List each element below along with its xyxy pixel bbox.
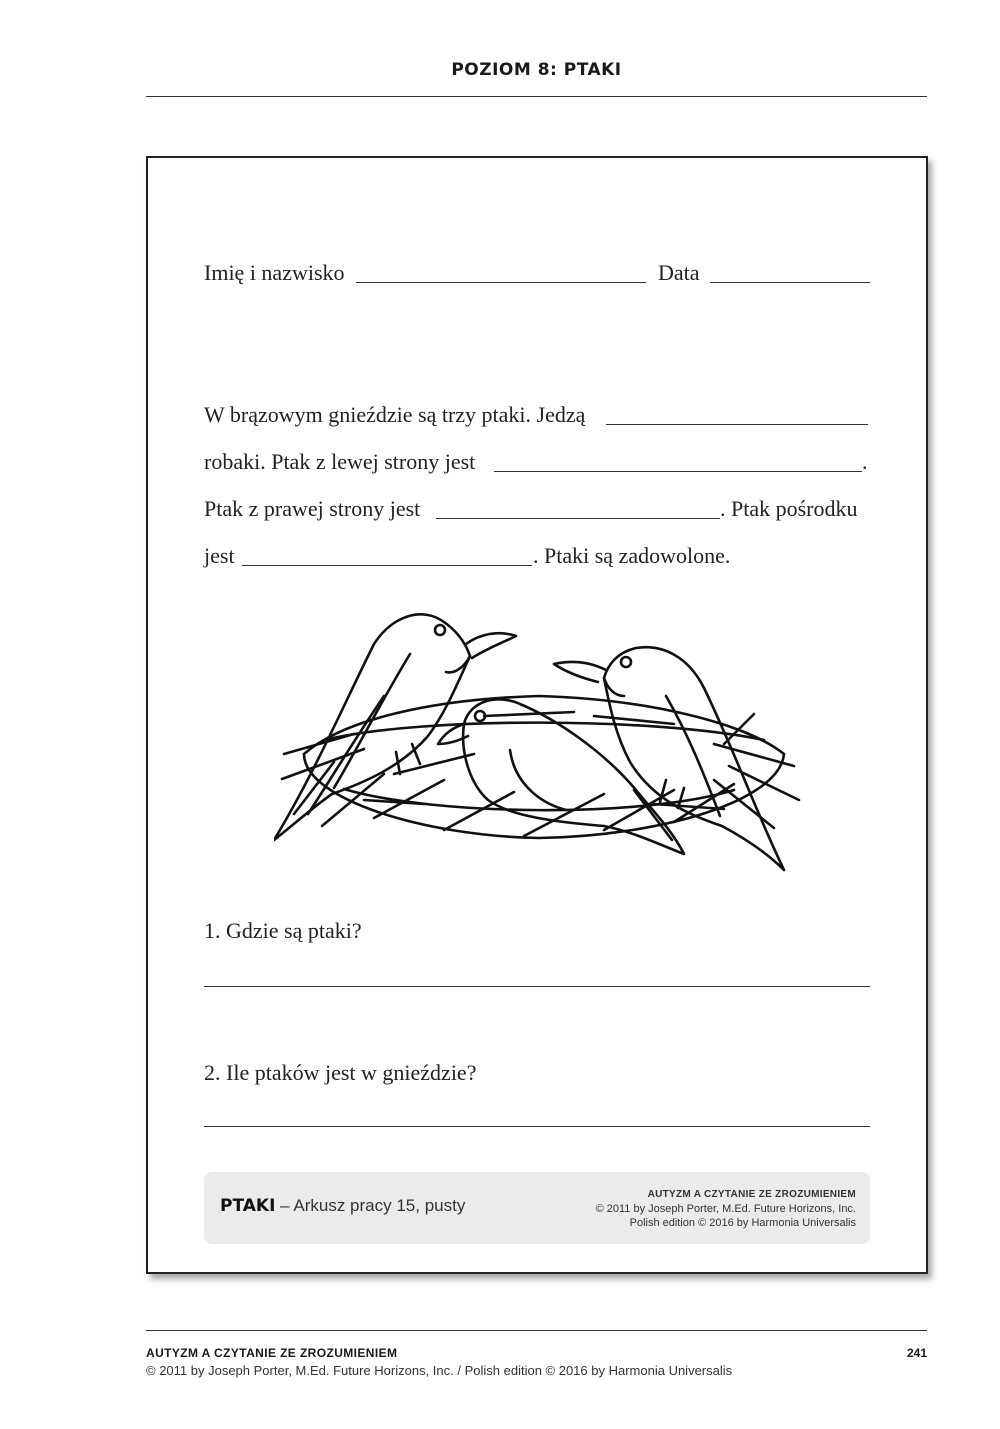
birds-in-nest-illustration — [274, 604, 804, 878]
blank-3[interactable] — [436, 518, 720, 519]
story-line-2: robaki. Ptak z lewej strony jest — [204, 449, 476, 474]
story-line-3-end: . Ptak pośrodku — [720, 496, 858, 521]
page-header-title: POZIOM 8: PTAKI — [451, 60, 622, 80]
footer-divider — [146, 1330, 927, 1331]
answer-2-line[interactable] — [204, 1126, 870, 1127]
answer-1-line[interactable] — [204, 986, 870, 987]
header-divider — [146, 96, 927, 97]
story-line-1: W brązowym gnieździe są trzy ptaki. Jedzą — [204, 402, 586, 427]
worksheet-description: – Arkusz pracy 15, pusty — [275, 1196, 466, 1215]
name-label: Imię i nazwisko — [204, 260, 345, 285]
worksheet-label — [220, 1196, 465, 1216]
question-1: 1. Gdzie są ptaki? — [204, 918, 362, 943]
page-footer-copyright: © 2011 by Joseph Porter, M.Ed. Future Horizons, Inc. / Polish edition © 2016 by Harmonia Universalis — [146, 1363, 733, 1378]
page-number: 241 — [906, 1346, 927, 1360]
worksheet-footer — [204, 1172, 870, 1244]
name-input-line[interactable] — [356, 282, 646, 283]
date-label: Data — [658, 260, 700, 285]
blank-2[interactable] — [494, 471, 862, 472]
worksheet — [146, 156, 928, 1274]
worksheet-subject: PTAKI — [220, 1196, 276, 1216]
nest-icon — [282, 696, 799, 838]
page-footer-title: AUTYZM A CZYTANIE ZE ZROZUMIENIEM — [146, 1346, 398, 1360]
question-2: 2. Ile ptaków jest w gnieździe? — [204, 1060, 477, 1085]
date-input-line[interactable] — [710, 282, 870, 283]
credits-copyright: © 2011 by Joseph Porter, M.Ed. Future Horizons, Inc. — [595, 1203, 856, 1215]
blank-1[interactable] — [606, 424, 868, 425]
story-line-4: jest — [204, 543, 235, 568]
blank-4[interactable] — [242, 565, 532, 566]
story-line-3: Ptak z prawej strony jest — [204, 496, 421, 521]
worksheet-credits — [596, 1188, 856, 1230]
story-line-4-end: . Ptaki są zadowolone. — [533, 543, 731, 568]
credits-polish-edition: Polish edition © 2016 by Harmonia Universalis — [629, 1217, 856, 1229]
credits-book-title: AUTYZM A CZYTANIE ZE ZROZUMIENIEM — [647, 1189, 856, 1200]
story-line-2-end: . — [862, 449, 868, 474]
